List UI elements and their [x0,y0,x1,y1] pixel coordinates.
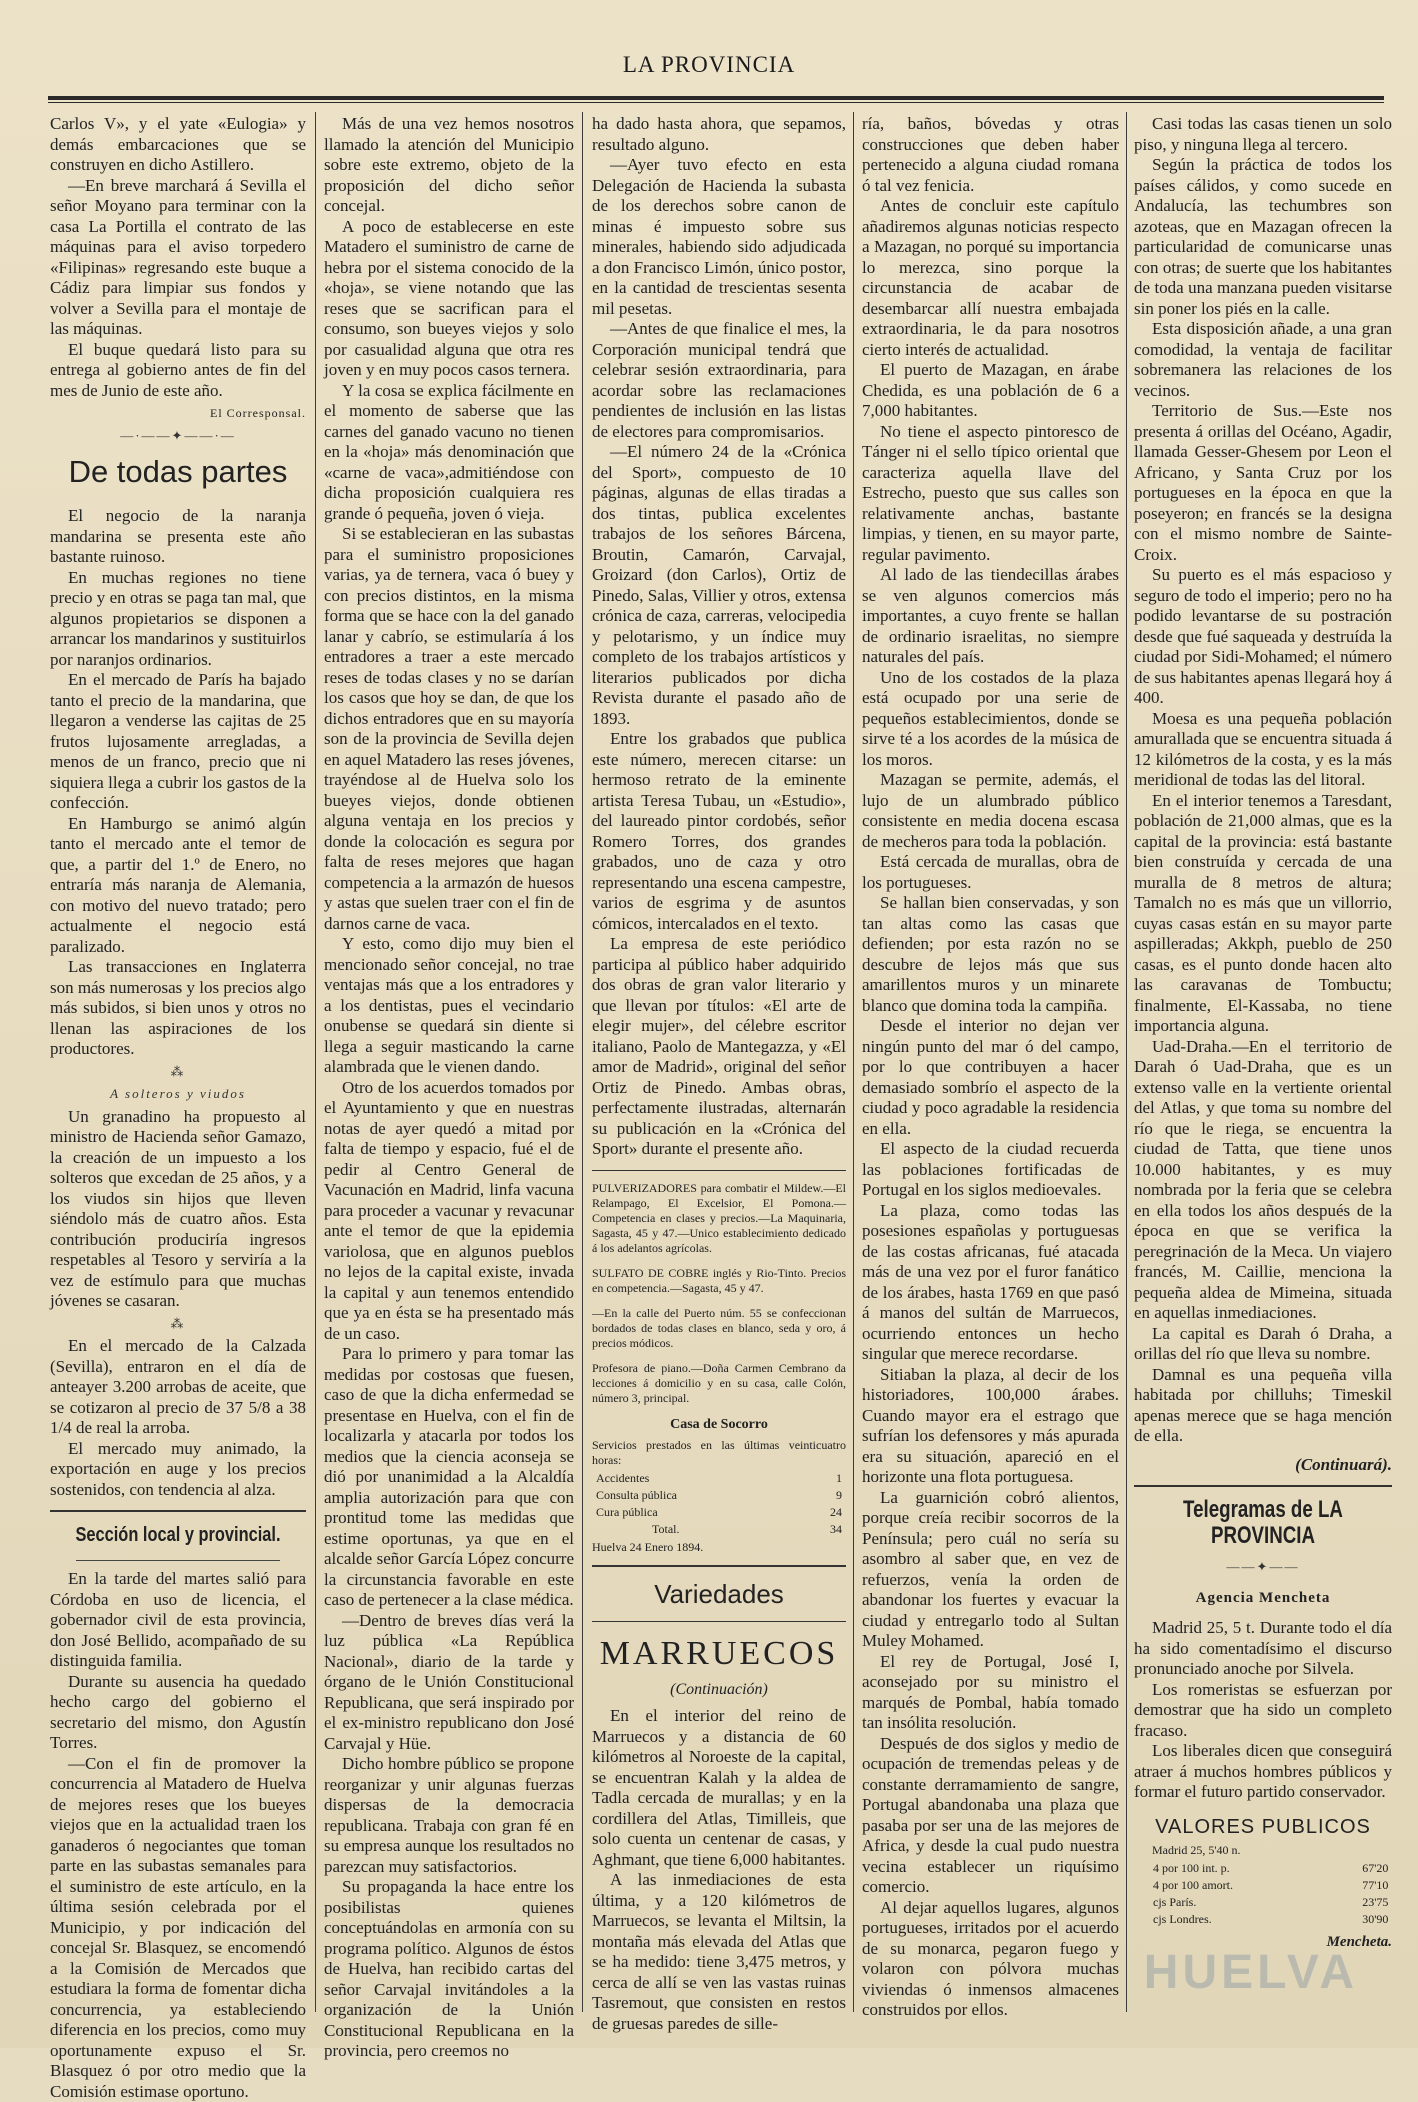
article-paragraph: Al dejar aquellos lugares, algunos portugueses, irritados por el acuerdo de su monarca, pegaron fuego y volaron con pólvora muchas viviendas ó inmensos almacenes construidos por ellos. [862,1898,1119,2021]
top-rule-thin [48,102,1384,103]
table-row [592,1470,846,1487]
column-rule [582,112,583,2012]
article-paragraph: El rey de Portugal, José I, aconsejado por su ministro el marqués de Pombal, había tomado tan insólita resolución. [862,1652,1119,1734]
article-paragraph: El mercado muy animado, la exportación en auge y los precios sostenidos, con tendencia al alza. [50,1439,306,1501]
article-paragraph: Al lado de las tiendecillas árabes se ven algunos comercios más importantes, a cuyo frente se hallan de ordinario israelitas, no siempre naturales del país. [862,565,1119,668]
article-paragraph: Más de una vez hemos nosotros llamado la atención del Municipio sobre este extremo, objeto de la proposición del dicho señor concejal. [324,114,574,217]
article-paragraph: Desde el interior no dejan ver ningún punto del mar ó del campo, por lo que contribuyen a hacer demasiado sombrío el aspecto de la ciudad y poco agradable la residencia en ella. [862,1016,1119,1139]
article-paragraph: La guarnición cobró alientos, porque creía recibir socorros de la Península; pero cuál no sería su asombro al saber que, en vez de refuerzos, venía la orden de abandonar los fuertes y evacuar la ciudad y entregarlo todo al Sultan Muley Mohamed. [862,1488,1119,1652]
valor-label: 4 por 100 int. p. [1152,1860,1329,1877]
column-1 [50,114,306,2014]
valores-signature: Mencheta. [1134,1932,1392,1953]
valor-value: 77'10 [1329,1877,1390,1894]
article-paragraph: Otro de los acuerdos tomados por el Ayuntamiento y que en nuestras notas de ayer quedó a mitad por falta de tiempo y espacio, fué el de pedir al Centro General de Vacunación en Madrid, linfa vacuna para proceder a vacunar y revacunar ante el temor de que la epidemia variolosa, que en algunos pueblos no lejos de la capital existe, invada la capital y aun tenemos entendido que ya en ésta se ha presentado más de un caso. [324,1078,574,1345]
total-label: Total. [592,1521,800,1538]
table-row [1152,1860,1389,1877]
article-paragraph: Para lo primero y para tomar las medidas por costosas que fuesen, caso de que la dicha enfermedad se presentase en Huelva, con el fin de localizarla y atacarla por todos los medios que la ciencia aconseja se dió por unanimidad a la Alcaldía amplia autorización para que con prontitud tome las medidas que estime oportunas, ya que en el alcalde señor García López concurre la circunstancia favorable en este caso de pertenecer a la clase médica. [324,1344,574,1611]
advertisement: SULFATO DE COBRE inglés y Rio-Tinto. Precios en competencia.—Sagasta, 45 y 47. [592,1266,846,1296]
valor-value: 23'75 [1329,1894,1390,1911]
ornament-divider: —·——✦——·— [50,426,306,447]
article-paragraph: En muchas regiones no tiene precio y en otras se paga tan mal, que algunos propietarios se disponen a arrancar los mandarinos y sustituirlos por naranjos ordinarios. [50,568,306,671]
section-rule [592,1621,846,1622]
row-value: 9 [800,1487,846,1504]
valor-label: cjs París. [1152,1894,1329,1911]
article-paragraph: —Antes de que finalice el mes, la Corporación municipal tendrá que celebrar sesión extraordinaria, para acordar sobre las reclamaciones pendientes de inclusión en las listas de electores para compromisarios. [592,319,846,442]
masthead: LA PROVINCIA [0,52,1418,78]
article-paragraph: ha dado hasta ahora, que sepamos, resultado alguno. [592,114,846,155]
casa-socorro-date: Huelva 24 Enero 1894. [592,1540,846,1555]
article-paragraph: Y esto, como dijo muy bien el mencionado señor concejal, no trae ventajas más que a los entradores y a los dentistas, pues el vecindario onubense se quedará sin diente si llega a seguir masticando la carne alambrada que le vienen dando. [324,934,574,1078]
subheading: A solteros y viudos [50,1084,306,1105]
article-paragraph: —En breve marchará á Sevilla el señor Moyano para terminar con la casa La Portilla el contrato de las máquinas para el aviso torpedero «Filipinas» regresando este buque a Cádiz para limpiar sus fondos y volver a Sevilla para el montaje de las máquinas. [50,176,306,340]
casa-socorro-intro: Servicios prestados en las últimas veinticuatro horas: [592,1438,846,1468]
agency-name: Agencia Mencheta [1134,1588,1392,1609]
article-paragraph: No tiene el aspecto pintoresco de Tánger ni el sello típico oriental que caracteriza aquella llave del Estrecho, puesto que sus calles son relativamente anchas, bastante limpias, y tienen, en su mayor parte, regular pavimento. [862,422,1119,566]
column-rule [1126,112,1127,2012]
article-paragraph: A poco de establecerse en este Matadero el suministro de carne de hebra por el sistema conocido de la «hoja», se viene notando que las reses que se sacrifican para el consumo, son bueyes viejos y solo por casualidad alguna que otra res joven y en muy pocos casos ternera. [324,217,574,381]
ornament-divider: ——✦—— [1134,1557,1392,1578]
library-stamp: HUELVA [1138,1928,1358,2018]
article-paragraph: Damnal es una pequeña villa habitada por chilluhs; Timeskil apenas merece que se haga mención de ella. [1134,1365,1392,1447]
article-paragraph: La empresa de este periódico participa al público haber adquirido dos obras de gran valor literario y que llevan por títulos: «El arte de elegir mujer», del célebre escritor italiano, Paolo de Mantegazza, y «El amor de Madrid», original del señor Ortiz de Pinedo. Ambas obras, perfectamente ilustradas, alternarán su publicación en la «Crónica del Sport» durante el presente año. [592,934,846,1160]
article-paragraph: Carlos V», y el yate «Eulogia» y demás embarcaciones que se construyen en dicho Astillero. [50,114,306,176]
section-rule [1134,1485,1392,1487]
article-paragraph: Dicho hombre público se propone reorganizar y unir algunas fuerzas dispersas de la democracia republicana. Trabaja con gran fé en su empresa aunque los resultados no parezcan muy satisfactorios. [324,1754,574,1877]
byline: El Corresponsal. [50,403,306,424]
valor-label: 4 por 100 amort. [1152,1877,1329,1894]
valores-table [1152,1860,1389,1928]
row-value: 24 [800,1504,846,1521]
table-row [592,1504,846,1521]
article-paragraph: Según la práctica de todos los países cálidos, y como sucede en Andalucía, las techumbres son azoteas, que en Mazagan ofrecen la particularidad de comunicarse unas con otras; de suerte que los habitantes de toda una manzana pueden visitarse sin poner los piés en la calle. [1134,155,1392,319]
article-paragraph: En el mercado de París ha bajado tanto el precio de la mandarina, que llegaron a venderse las cajitas de 25 frutos lujosamente arregladas, a menos de un franco, precio que ni siquiera llega a cubrir los gastos de la confección. [50,670,306,814]
article-paragraph: Está cercada de murallas, obra de los portugueses. [862,852,1119,893]
row-label: Accidentes [592,1470,800,1487]
heading-underline [76,1560,281,1561]
column-rule [315,112,316,2012]
section-heading: Telegramas de LA PROVINCIA [1139,1497,1387,1549]
article-paragraph: Moesa es una pequeña población amurallada que se encuentra situada á 12 kilómetros de la costa, y es la más meridional de todas las del litoral. [1134,709,1392,791]
section-rule [50,1510,306,1512]
article-paragraph: Entre los grabados que publica este número, merecen citarse: un hermoso retrato de la eminente artista Teresa Tubau, un «Estudio», del laureado pintor cordobés, señor Romero Torres, dos grandes grabados, uno de caza y otro representando una escena campestre, varios de esgrima y de asuntos cómicos, intercalados en el texto. [592,729,846,934]
article-paragraph: Su puerto es el más espacioso y seguro de todo el imperio; pero no ha podido levantarse de su postración desde que fué saqueada y destruída la ciudad por Sidi-Mohamed; el número de sus habitantes apenas llegará hoy á 400. [1134,565,1392,709]
column-2 [324,114,574,2014]
article-paragraph: Las transacciones en Inglaterra son más numerosas y los precios algo más subidos, si bien unos y otros no llenan las aspiraciones de los productores. [50,957,306,1060]
article-paragraph: La plaza, como todas las posesiones españolas y portuguesas de las costas africanas, fué atacada más de una vez por el furor fanático de los árabes, hasta 1769 en que pasó á manos del sultán de Marruecos, ocurriendo entonces un hecho singular que merece recordarse. [862,1201,1119,1365]
article-title: MARRUECOS [592,1632,846,1676]
column-4 [862,114,1119,2014]
top-rule [48,96,1384,100]
article-paragraph: Su propaganda la hace entre los posibilistas quienes conceptuándolas en armonía con su programa político. Algunos de éstos de Huelva, han recibido cartas del señor Carvajal invitándoles a la organización de la Unión Constitucional Republicana en la provincia, pero creemos no [324,1877,574,2062]
article-paragraph: El puerto de Mazagan, en árabe Chedida, es una población de 6 a 7,000 habitantes. [862,360,1119,422]
article-paragraph: Mazagan se permite, además, el lujo de un alumbrado público consistente en media docena escasa de mecheros para toda la población. [862,770,1119,852]
valor-label: cjs Londres. [1152,1911,1329,1928]
article-paragraph: Sitiaban la plaza, al decir de los historiadores, 100,000 árabes. Cuando mayor era el estrago que sufrían los defensores y más apurada era su situación, apareció en el horizonte una flota portuguesa. [862,1365,1119,1488]
ads-rule [592,1170,846,1171]
column-3 [592,114,846,2014]
column-rule [853,112,854,2012]
article-paragraph: —Con el fin de promover la concurrencia al Matadero de Huelva de mejores reses que los bueyes viejos que en la actualidad traen los ganaderos ó negociantes que toman parte en las subastas semanales para el suministro de este artículo, en la última sesión celebrada por el Municipio, y por indicación del concejal Sr. Blasquez, se encomendó a la Comisión de Mercados que estudiara la forma de fomentar dicha concurrencia, ya estableciendo diferencia en los precios, como muy oportunamente expuso el Sr. Blasquez ó por otro medio que la Comisión estimase oportuno. [50,1754,306,2102]
article-paragraph: —Dentro de breves días verá la luz pública «La República Nacional», diario de la tarde y órgano de le Unión Constitucional Republicana, que será inspirado por el ex-ministro republicano don José Carvajal y Hüe. [324,1611,574,1755]
row-label: Cura pública [592,1504,800,1521]
table-row [1152,1894,1389,1911]
article-paragraph: En el interior tenemos a Taresdant, población de 21,000 almas, que es la capital de la provincia: está bastante bien construída y cercada de una muralla de 8 metros de altura; Tamalch no es más que un villorrio, cuyas casas están en su mayor parte aspilleradas; Akkph, pueblo de 250 casas, es el punto donde hacen alto las caravanas de Tombuctu; finalmente, El-Kassaba, no tiene importancia alguna. [1134,791,1392,1037]
article-paragraph: Durante su ausencia ha quedado hecho cargo del gobierno el secretario del mismo, don Agustín Torres. [50,1672,306,1754]
section-rule [592,1565,846,1567]
article-paragraph: El aspecto de la ciudad recuerda las poblaciones fortificadas de Portugal en los siglos medioevales. [862,1139,1119,1201]
row-label: Consulta pública [592,1487,800,1504]
advertisement: PULVERIZADORES para combatir el Mildew.—El Relampago, El Excelsior, El Pomona.—Competencia en clases y precios.—La Maquinaria, Sagasta, 45 y 47.—Unico establecimiento dedicado á los adelantos agrícolas. [592,1181,846,1256]
article-paragraph: El buque quedará listo para su entrega al gobierno antes de fin del mes de Junio de este año. [50,340,306,402]
ornament-divider: ⁂ [50,1314,306,1335]
row-value: 1 [800,1470,846,1487]
article-paragraph: En el mercado de la Calzada (Sevilla), entraron en el día de anteayer 3.200 arrobas de aceite, que se cotizaron al precio de 37 5/8 a 38 1/4 de real la arroba. [50,1336,306,1439]
continuation-note: (Continuará). [1134,1455,1392,1476]
table-row [1152,1911,1389,1928]
valor-value: 30'90 [1329,1911,1390,1928]
article-paragraph: El negocio de la naranja mandarina se presenta este año bastante ruinoso. [50,506,306,568]
valores-title: VALORES PUBLICOS [1134,1817,1392,1838]
article-paragraph: Territorio de Sus.—Este nos presenta á orillas del Océano, Agadir, llamada Gesser-Ghesem por Leon el Africano, y Santa Cruz por los portugueses en la época en que la poseyeron; en francés se la designa con el mismo nombre de Sainte-Croix. [1134,401,1392,565]
article-paragraph: En Hamburgo se animó algún tanto el mercado ante el temor de que, a partir del 1.º de Enero, no entraría más naranja de Alemania, con motivo del nuevo tratado; pero actualmente el negocio está paralizado. [50,814,306,958]
casa-socorro-title: Casa de Socorro [592,1416,846,1434]
telegram-paragraph: Los romeristas se esfuerzan por demostrar que ha sido un completo fracaso. [1134,1680,1392,1742]
article-paragraph: —Ayer tuvo efecto en esta Delegación de Hacienda la subasta de los derechos sobre canon de minas é impuesto sobre sus minerales, habiendo sido adjudicada a don Francisco Limón, único postor, en la cantidad de trescientas sesenta mil pesetas. [592,155,846,319]
advertisement: Profesora de piano.—Doña Carmen Cembrano da lecciones á domicilio y en su casa, calle Colón, número 3, principal. [592,1361,846,1406]
article-paragraph: Se hallan bien conservadas, y son tan altas como las casas que defienden; por esta razón no se descubre de lejos más que sus amarillentos muros y un minarete blanco que domina toda la campiña. [862,893,1119,1016]
table-row-total [592,1521,846,1538]
continuation-note: (Continuación) [592,1680,846,1701]
advertisement: —En la calle del Puerto núm. 55 se confeccionan bordados de todas clases en blanco, seda y oro, á precios módicos. [592,1306,846,1351]
column-5 [1134,114,1392,2014]
article-paragraph: Después de dos siglos y medio de ocupación de tremendas peleas y de constante derramamiento de sangre, Portugal abandonaba una plaza que pasaba por ser una de las mejores de Africa, y desde la cual pudo nuestra vecina establecer un riquísimo comercio. [862,1734,1119,1898]
article-paragraph: La capital es Darah ó Draha, a orillas del río que lleva su nombre. [1134,1324,1392,1365]
section-heading: De todas partes [50,452,306,492]
section-heading: Variedades [592,1577,846,1611]
valor-value: 67'20 [1329,1860,1390,1877]
article-paragraph: —El número 24 de la «Crónica del Sport», compuesto de 10 páginas, algunas de ellas tiradas a dos tintas, publica excelentes trabajos de los señores Bárcena, Broutin, Camarón, Carvajal, Groizard (don Carlos), Ortiz de Pinedo, Salas, Villier y otros, extensa crónica de caza, carreras, velocipedia y pelotarismo, y un índice muy completo de los trabajos artísticos y literarios publicados por dicha Revista durante el pasado año de 1893. [592,442,846,729]
article-paragraph: Esta disposición añade, a una gran comodidad, la ventaja de facilitar sobremanera las relaciones de los vecinos. [1134,319,1392,401]
total-value: 34 [800,1521,846,1538]
table-row [592,1487,846,1504]
telegram-paragraph: Los liberales dicen que conseguirá atraer á muchos hombres públicos y formar el futuro partido conservador. [1134,1741,1392,1803]
valores-header: Madrid 25, 5'40 n. [1152,1843,1392,1858]
section-heading: Sección local y provincial. [73,1522,283,1548]
article-paragraph: A las inmediaciones de esta última, y a 120 kilómetros de Marruecos, se levanta el Miltsin, la montaña más elevada del Atlas que se ha medido: tiene 3,475 metros, y cerca de allí se ven las vastas ruinas Tasremout, que consisten en restos de gruesas paredes de sille- [592,1870,846,2034]
article-paragraph: ría, baños, bóvedas y otras construcciones que deben haber pertenecido a alguna ciudad romana ó tal vez fenicia. [862,114,1119,196]
casa-socorro-table [592,1470,846,1538]
article-paragraph: Antes de concluir este capítulo añadiremos algunas noticias respecto a Mazagan, no porqué su importancia lo merezca, sino porque la circunstancia de acabar de desembarcar allí nuestra embajada extraordinaria, le da para nosotros cierto interés de actualidad. [862,196,1119,360]
telegram-paragraph: Madrid 25, 5 t. Durante todo el día ha sido comentadísimo el discurso pronunciado anoche por Silvela. [1134,1618,1392,1680]
article-paragraph: Uno de los costados de la plaza está ocupado por una serie de pequeños establecimientos, donde se sirve té a los acordes de la música de los moros. [862,668,1119,771]
article-paragraph: Uad-Draha.—En el territorio de Darah ó Uad-Draha, que es un extenso valle en la vertiente oriental del Atlas, y que toma su nombre del río que le riega, se encuentra la ciudad de Tatta, que tiene unos 10.000 habitantes, y es muy nombrada por la feria que se celebra en ella todos los años después de la época en que se verifica la peregrinación de la Meca. Un viajero francés, M. Caillie, menciona la pequeña aldea de Mimeina, situada en aquellas inmediaciones. [1134,1037,1392,1324]
ornament-divider: ⁂ [50,1062,306,1083]
article-paragraph: Un granadino ha propuesto al ministro de Hacienda señor Gamazo, la creación de un impuesto a los solteros que excedan de 25 años, y a los viudos sin hijos que lleven siéndolo más de cuatro años. Esta contribución produciría ingresos respetables al Tesoro y serviría a la vez de estímulo para que muchas jóvenes se casaran. [50,1107,306,1312]
table-row [1152,1877,1389,1894]
article-paragraph: En el interior del reino de Marruecos y a distancia de 60 kilómetros al Noroeste de la capital, se encuentran Kalah y la aldea de Tadla cercada de murallas; y en la cordillera del Atlas, Timilleis, que solo cuenta un centenar de casas, y Aghmant, que tiene 6,000 habitantes. [592,1706,846,1870]
article-paragraph: En la tarde del martes salió para Córdoba en uso de licencia, el gobernador civil de esta provincia, don José Bellido, acompañado de su distinguida familia. [50,1569,306,1672]
article-paragraph: Y la cosa se explica fácilmente en el momento de saberse que las carnes del ganado vacuno no tienen en la «hoja» más denominación que «carne de vaca»,admitiéndose con dicha proposición cualquiera res grande ó pequeña, joven ó vieja. [324,381,574,525]
article-paragraph: Si se establecieran en las subastas para el suministro proposiciones varias, ya de ternera, vaca ó buey y con precios distintos, en la misma forma que se hace con la del ganado lanar y cabrío, se estimularía á los entradores a traer a este mercado reses de todas clases y no se darían los casos que hoy se dan, de que los dichos entradores que en su mayoría son de la provincia de Sevilla dejen en aquel Matadero las reses jóvenes, trayéndose al de Huelva solo los bueyes viejos, donde obtienen alguna ventaja en los precios y donde la colocación es segura por falta de reses mejores que hagan competencia a la armazón de huesos y astas que suelen traer con el fin de darnos carne de vaca. [324,524,574,934]
article-paragraph: Casi todas las casas tienen un solo piso, y ninguna llega al tercero. [1134,114,1392,155]
